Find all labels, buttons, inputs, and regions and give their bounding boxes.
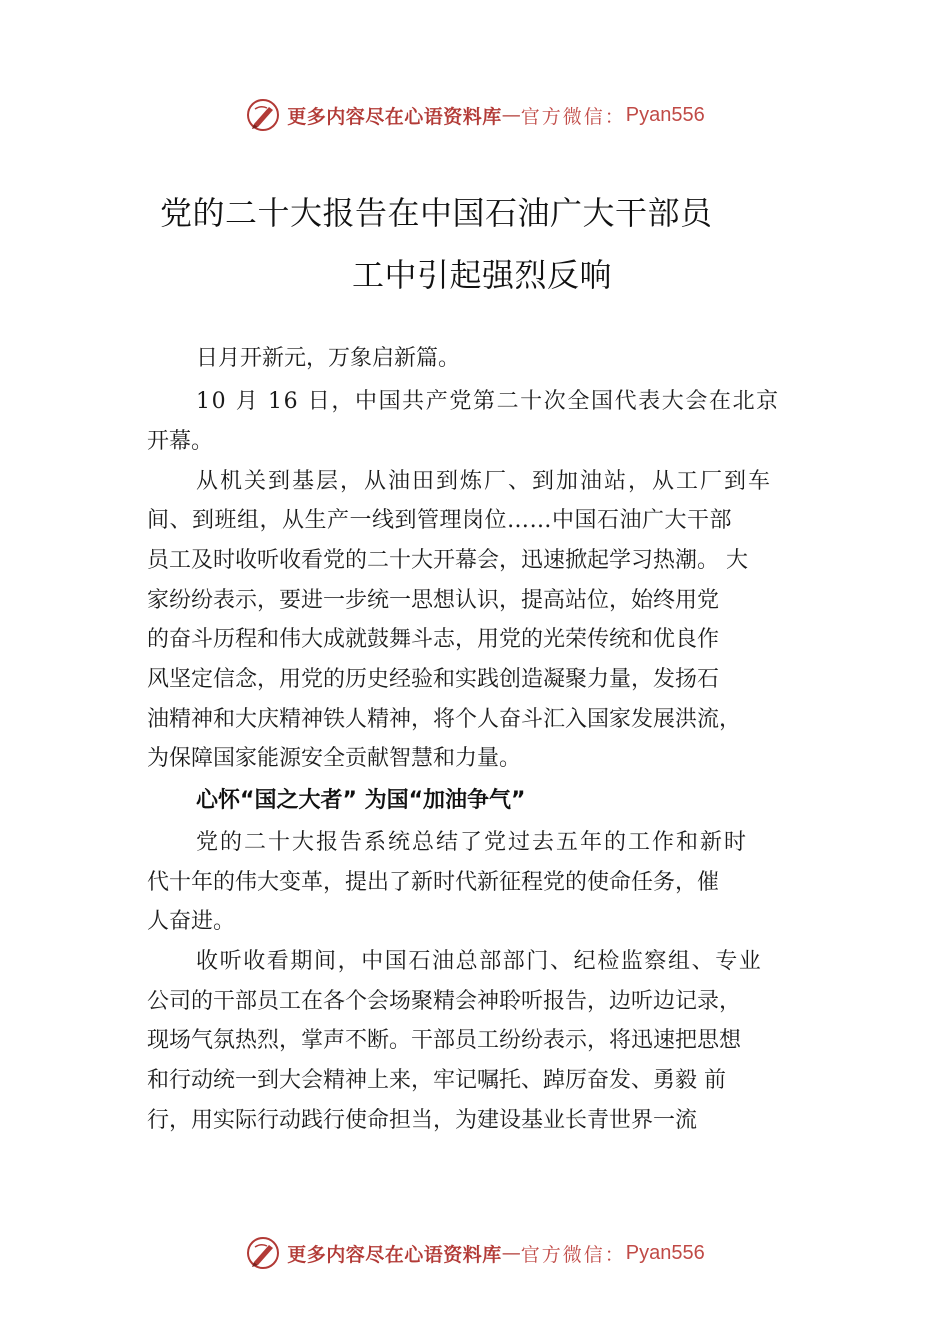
body-line: 公司的干部员工在各个会场聚精会神聆听报告，边听边记录，: [147, 989, 742, 1014]
body-line: 的奋斗历程和伟大成就鼓舞斗志，用党的光荣传统和优良作: [147, 627, 720, 652]
body-line: 为保障国家能源安全贡献智慧和力量。: [147, 746, 522, 771]
body-line: 日月开新元，万象启新篇。: [196, 346, 461, 371]
body-line: 油精神和大庆精神铁人精神，将个人奋斗汇入国家发展洪流，: [147, 707, 742, 732]
body-line: 人奋进。: [147, 909, 236, 934]
section-heading: 心怀“国之大者” 为国“加油争气”: [196, 788, 526, 813]
body-line: 从机关到基层，从油田到炼厂、到加油站，从工厂到车: [196, 469, 773, 494]
pen-logo-icon: [245, 97, 281, 133]
body-line: 党的二十大报告系统总结了党过去五年的工作和新时: [196, 830, 749, 855]
footer-banner: [0, 1233, 950, 1273]
banner-wechat-label: 官方微信：: [520, 1243, 626, 1266]
header-banner: [0, 95, 950, 135]
banner-wechat-label: 官方微信：: [520, 105, 626, 128]
banner-separator: —: [501, 104, 521, 126]
banner-text: 更多内容尽在心语资料库: [287, 1243, 502, 1266]
body-line: 开幕。: [147, 429, 214, 454]
banner-wechat-id: Pyan556: [625, 1241, 705, 1264]
body-line: 现场气氛热烈，掌声不断。干部员工纷纷表示，将迅速把思想: [147, 1028, 742, 1053]
body-line: 间、到班组，从生产一线到管理岗位……中国石油广大干部: [147, 508, 733, 533]
document-title-line-2: 工中引起强烈反响: [352, 256, 613, 294]
body-line: 代十年的伟大变革，提出了新时代新征程党的使命任务，催: [147, 870, 720, 895]
banner-text: 更多内容尽在心语资料库: [287, 105, 502, 128]
body-line: 行，用实际行动践行使命担当，为建设基业长青世界一流: [147, 1108, 698, 1133]
banner-wechat-id: Pyan556: [625, 103, 705, 126]
body-line: 10 月 16 日，中国共产党第二十次全国代表大会在北京: [196, 389, 780, 414]
document-title-line-1: 党的二十大报告在中国石油广大干部员: [160, 194, 713, 232]
banner-separator: —: [501, 1242, 521, 1264]
body-line: 风坚定信念，用党的历史经验和实践创造凝聚力量，发扬石: [147, 667, 720, 692]
body-line: 收听收看期间，中国石油总部部门、纪检监察组、专业: [196, 949, 763, 974]
body-line: 员工及时收听收看党的二十大开幕会，迅速掀起学习热潮。 大: [147, 548, 748, 573]
body-line: 家纷纷表示，要进一步统一思想认识，提高站位，始终用党: [147, 588, 720, 613]
pen-logo-icon: [245, 1235, 281, 1271]
body-line: 和行动统一到大会精神上来，牢记嘱托、踔厉奋发、勇毅 前: [147, 1068, 726, 1093]
